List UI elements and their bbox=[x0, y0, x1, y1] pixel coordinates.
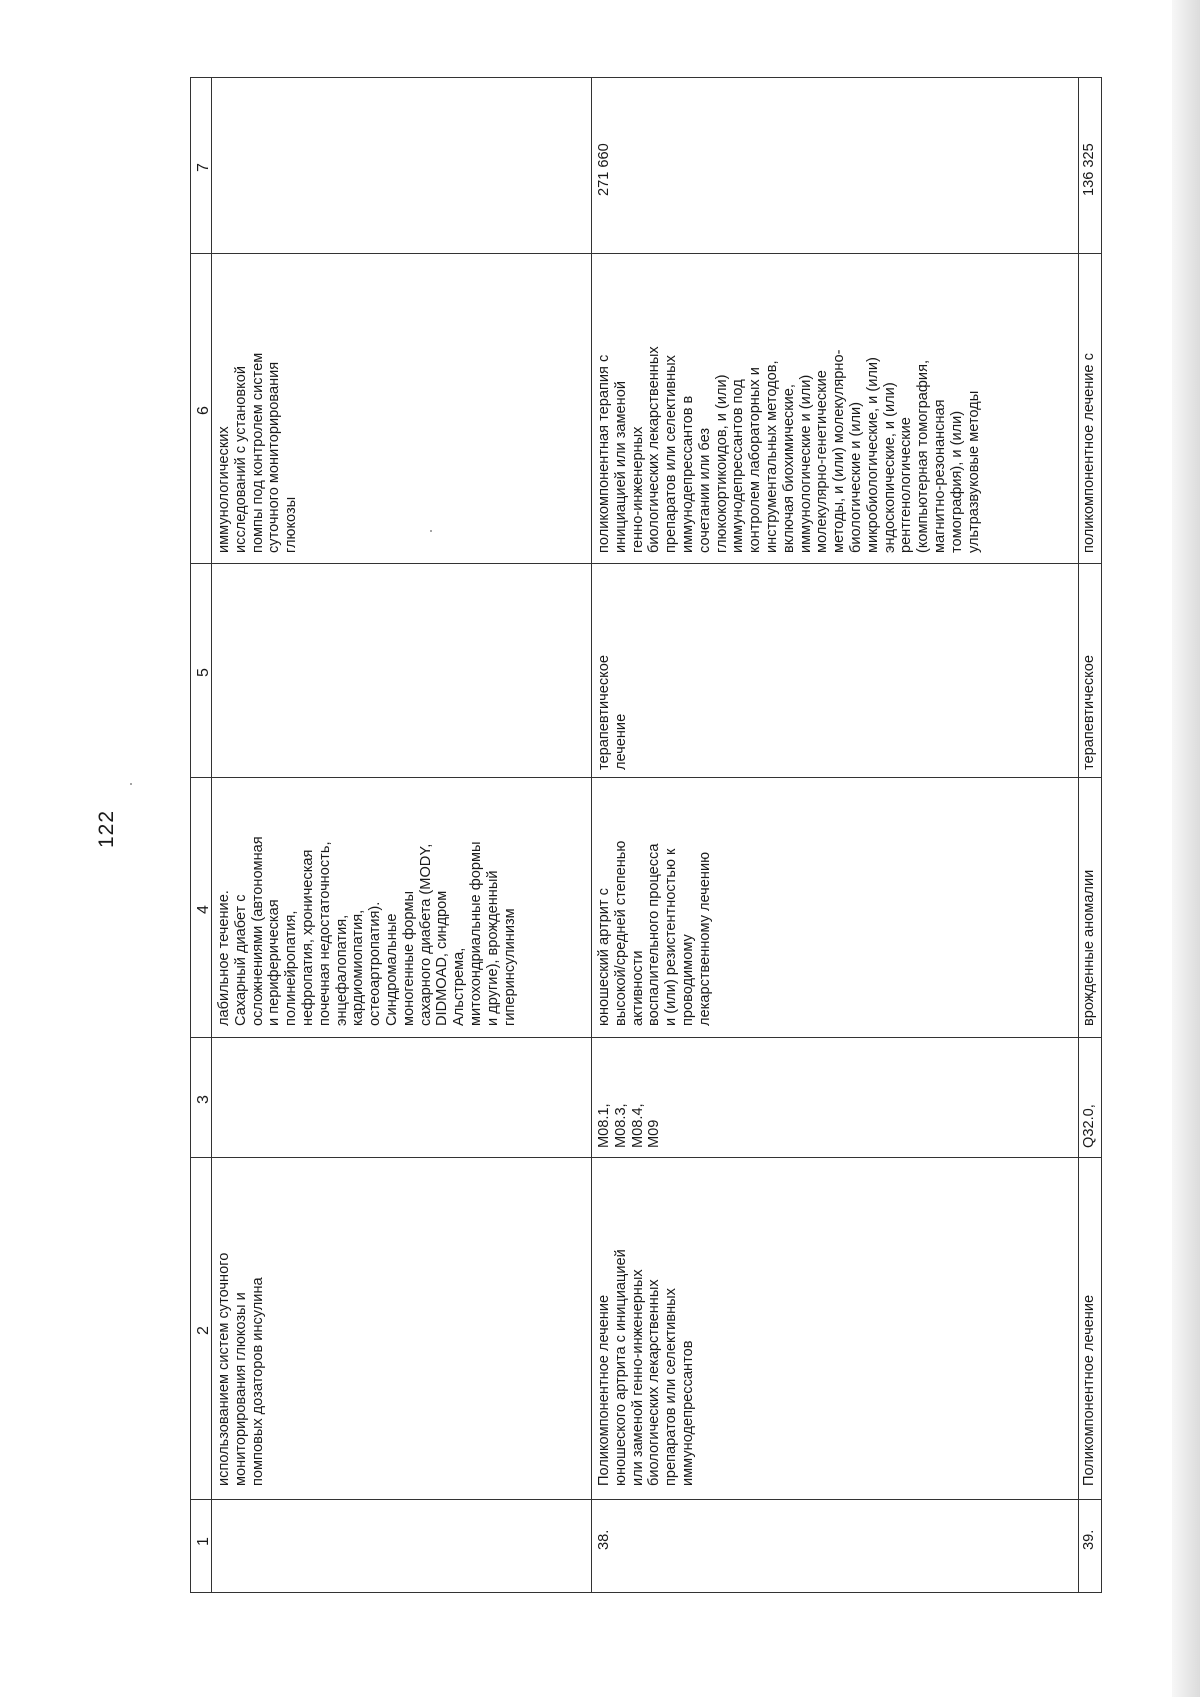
page-number: 122 bbox=[95, 809, 118, 848]
header-col-6: 6 bbox=[195, 406, 212, 415]
table-cell-c2: Поликомпонентное лечение bbox=[1081, 1294, 1097, 1486]
price-value: 271 660 bbox=[596, 143, 612, 196]
row-number: 39. bbox=[1081, 1529, 1097, 1550]
header-col-7: 7 bbox=[195, 163, 212, 172]
table-cell-c3: M08.1, M08.3, M08.4, M09 bbox=[596, 1103, 663, 1148]
row-divider bbox=[1078, 77, 1079, 1593]
row-divider bbox=[591, 77, 592, 1593]
table-border-top bbox=[190, 77, 1102, 78]
header-col-2: 2 bbox=[195, 1326, 212, 1335]
table-cell-c6: поликомпонентная терапия с инициацией или заменой генно-инженерных биологических лекарственных препаратов или селективных иммунодепрессантов в сочетании или без глюкокортикоидов, и (или) иммунодепрессантов под контролем лабораторных и инструментальных методов, включая биохимические, иммунологические и (или) молекулярно-генетические методы, и (или) молекулярно- биологические и (или) микробиологические, и (или) эндоскопические, и (или) рентгенологические (компьютерная томография, магнитно-резонансная томография), и (или) ультразвуковые методы bbox=[596, 346, 982, 553]
header-col-1: 1 bbox=[195, 1537, 212, 1546]
header-col-4: 4 bbox=[195, 905, 212, 914]
header-row-divider bbox=[211, 77, 212, 1593]
row-number: 38. bbox=[596, 1529, 612, 1550]
column-divider bbox=[190, 1499, 1102, 1500]
table-cell-c3: Q32.0, bbox=[1081, 1104, 1097, 1148]
table-cell-c5: терапевтическое bbox=[1081, 655, 1097, 770]
column-divider bbox=[190, 1037, 1102, 1038]
table-cell-c4: врожденные аномалии bbox=[1081, 869, 1097, 1026]
table-border-right bbox=[1101, 77, 1102, 1593]
table-cell-c6: поликомпонентное лечение с bbox=[1081, 353, 1097, 553]
price-value: 136 325 bbox=[1081, 143, 1097, 196]
table-border-left bbox=[190, 77, 191, 1593]
column-divider bbox=[190, 777, 1102, 778]
table-cell-c2: Поликомпонентное лечение юношеского артрита с инициацией или заменой генно-инженерных биологических лекарственных препаратов или селективных иммунодепрессантов bbox=[596, 1249, 696, 1486]
table-border-bottom bbox=[190, 1592, 1102, 1593]
header-col-5: 5 bbox=[195, 668, 212, 677]
column-divider bbox=[190, 563, 1102, 564]
table-cell-c5: терапевтическое лечение bbox=[596, 655, 629, 770]
column-divider bbox=[190, 253, 1102, 254]
table-cell-c4: лабильное течение. Сахарный диабет с осложнениями (автономная и периферическая полинейропатия, нефропатия, хроническая почечная недостаточность, энцефалопатия, кардиомиопатия, остеоартропатия). Синдромальные моногенные формы сахарного диабета (MODY, DIDMOAD, синдром Альстрема, митохондриальные формы и другие), врожденный гиперинсулинизм bbox=[216, 836, 518, 1026]
table-cell-c4: юношеский артрит с высокой/средней степенью активности воспалительного процесса и (или) резистентностью к проводимому лекарственному лечению bbox=[596, 840, 713, 1026]
header-col-3: 3 bbox=[195, 1095, 212, 1104]
table-cell-c2: использованием систем суточного мониторирования глюкозы и помповых дозаторов инсулина bbox=[216, 1252, 266, 1486]
table-cell-c6: иммунологических исследований с установкой помпы под контролем систем суточного мониторирования глюкозы bbox=[216, 352, 300, 553]
column-divider bbox=[190, 1157, 1102, 1158]
